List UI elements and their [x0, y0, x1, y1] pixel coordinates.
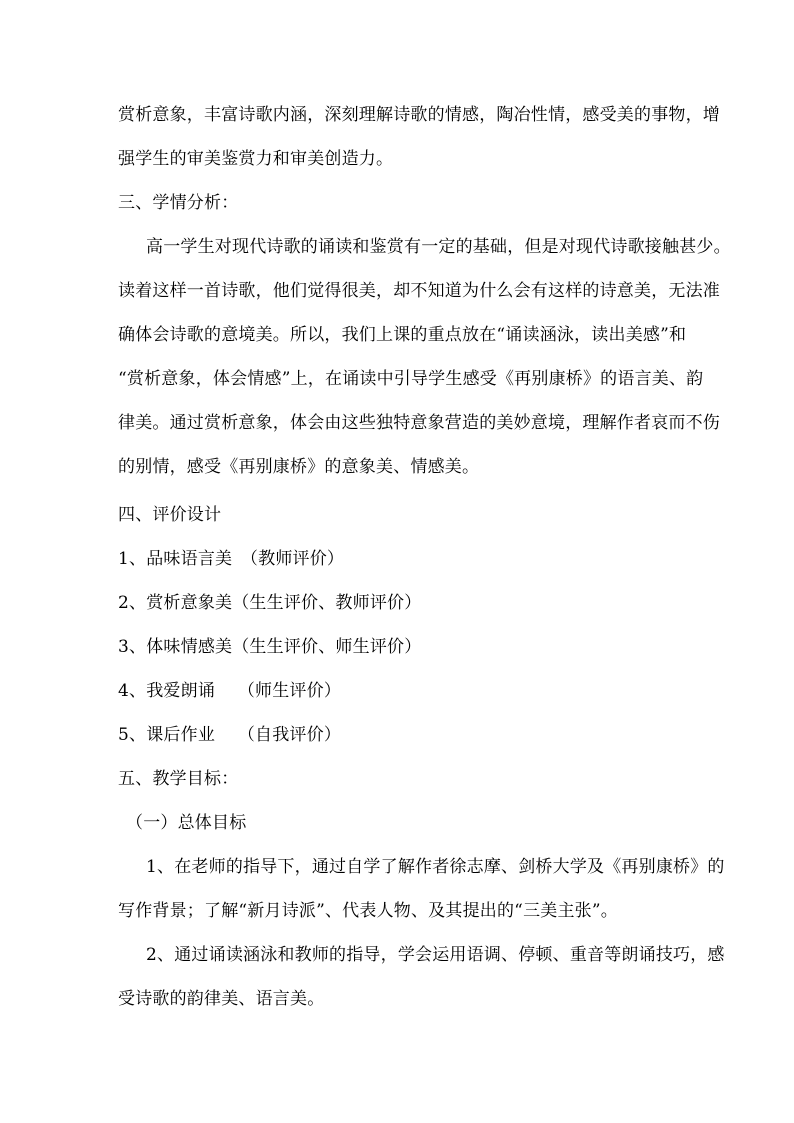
paragraph-line: 1、在老师的指导下，通过自学了解作者徐志摩、剑桥大学及《再别康桥》的 [146, 857, 725, 877]
subsection-heading-overall-goals: （一）总体目标 [126, 813, 247, 833]
paragraph-line: 写作背景；了解“新月诗派”、代表人物、及其提出的“三美主张”。 [118, 901, 618, 921]
paragraph-line: 的别情，感受《再别康桥》的意象美、情感美。 [118, 457, 480, 477]
list-item: 1、品味语言美 （教师评价） [118, 549, 345, 569]
paragraph-line: 赏析意象，丰富诗歌内涵，深刻理解诗歌的情感，陶冶性情，感受美的事物，增 [118, 105, 720, 125]
list-item: 5、课后作业 （自我评价） [118, 725, 342, 745]
paragraph-line: 2、通过诵读涵泳和教师的指导，学会运用语调、停顿、重音等朗诵技巧，感 [146, 945, 725, 965]
section-heading-teaching-goals: 五、教学目标： [118, 769, 239, 789]
section-heading-learning-analysis: 三、学情分析： [118, 193, 239, 213]
paragraph-line: 律美。通过赏析意象，体会由这些独特意象营造的美妙意境，理解作者哀而不伤 [118, 413, 720, 433]
list-item: 2、赏析意象美（生生评价、教师评价） [118, 593, 422, 613]
section-heading-evaluation-design: 四、评价设计 [118, 505, 222, 525]
paragraph-line: 读着这样一首诗歌，他们觉得很美，却不知道为什么会有这样的诗意美，无法准 [118, 281, 720, 301]
list-item: 3、体味情感美（生生评价、师生评价） [118, 637, 422, 657]
paragraph-line: 确体会诗歌的意境美。所以，我们上课的重点放在“诵读涵泳，读出美感”和 [118, 325, 687, 345]
paragraph-line: 受诗歌的韵律美、语言美。 [118, 989, 325, 1009]
paragraph-line: 高一学生对现代诗歌的诵读和鉴赏有一定的基础，但是对现代诗歌接触甚少。 [146, 237, 731, 257]
paragraph-line: “赏析意象，体会情感”上，在诵读中引导学生感受《再别康桥》的语言美、韵 [118, 369, 704, 389]
paragraph-line: 强学生的审美鉴赏力和审美创造力。 [118, 149, 394, 169]
list-item: 4、我爱朗诵 （师生评价） [118, 681, 342, 701]
